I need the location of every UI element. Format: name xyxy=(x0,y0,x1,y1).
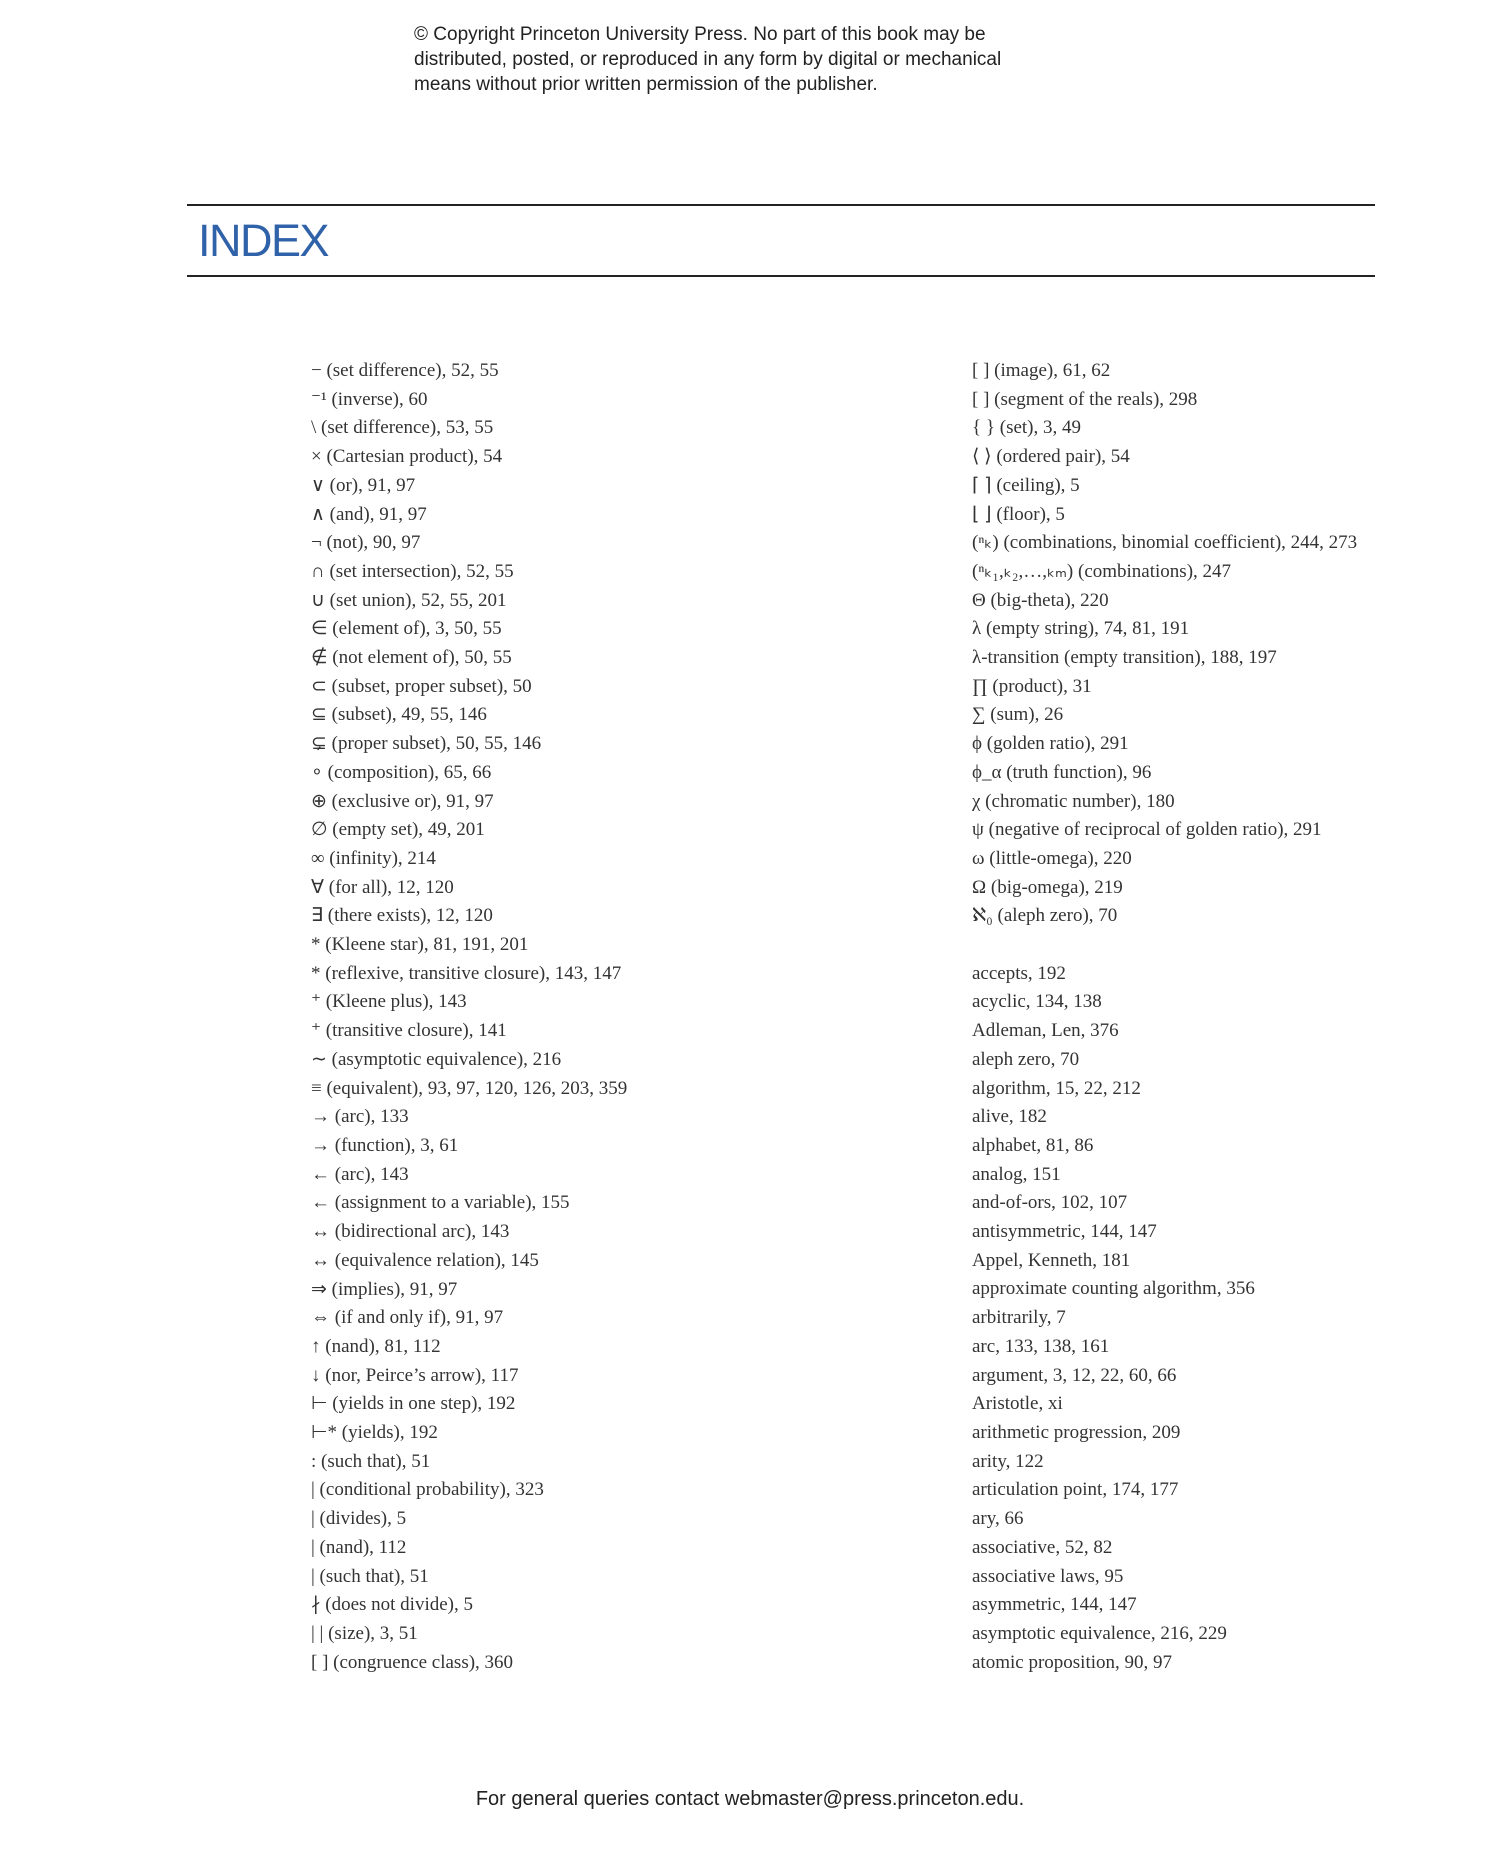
index-entry: (ⁿₖ) (combinations, binomial coefficient), 244, 273 xyxy=(972,532,1358,554)
index-entry: ∈ (element of), 3, 50, 55 xyxy=(311,618,502,640)
index-entry: { } (set), 3, 49 xyxy=(972,417,1081,439)
index-entry: ∀ (for all), 12, 120 xyxy=(311,876,454,898)
index-entry: × (Cartesian product), 54 xyxy=(311,446,503,468)
index-entry: ← (arc), 143 xyxy=(311,1163,409,1185)
index-entry: \ (set difference), 53, 55 xyxy=(311,417,494,439)
index-entry: ω (little-omega), 220 xyxy=(972,847,1132,869)
index-entry: → (function), 3, 61 xyxy=(311,1134,459,1156)
index-entry: [ ] (image), 61, 62 xyxy=(972,360,1111,381)
index-entry: | (nand), 112 xyxy=(311,1536,407,1558)
index-entry: | (conditional probability), 323 xyxy=(311,1479,544,1501)
index-entry: ∩ (set intersection), 52, 55 xyxy=(311,560,514,582)
index-entry: acyclic, 134, 138 xyxy=(972,991,1102,1013)
copyright-line: © Copyright Princeton University Press. No part of this book may be xyxy=(414,24,986,45)
index-entry: approximate counting algorithm, 356 xyxy=(972,1278,1255,1300)
index-entry: associative laws, 95 xyxy=(972,1565,1124,1587)
index-entry: ∑ (sum), 26 xyxy=(972,704,1064,726)
index-entry: accepts, 192 xyxy=(972,962,1066,984)
copyright-notice xyxy=(414,22,1094,97)
index-entry: ∪ (set union), 52, 55, 201 xyxy=(311,589,507,611)
index-entry: Ω (big-omega), 219 xyxy=(972,876,1123,898)
index-entry: χ (chromatic number), 180 xyxy=(972,790,1175,812)
column-spacer xyxy=(972,931,1392,960)
index-column-right xyxy=(972,357,1392,1677)
index-entry: arithmetic progression, 209 xyxy=(972,1422,1181,1443)
index-entry: ↓ (nor, Peirce’s arrow), 117 xyxy=(311,1364,519,1386)
index-entry: ∅ (empty set), 49, 201 xyxy=(311,819,485,841)
index-entry: ¬ (not), 90, 97 xyxy=(311,532,421,554)
index-entry: asymptotic equivalence, 216, 229 xyxy=(972,1622,1227,1644)
index-entry: ⟨ ⟩ (ordered pair), 54 xyxy=(972,446,1130,468)
index-entry: ∘ (composition), 65, 66 xyxy=(311,761,492,783)
index-entry: atomic proposition, 90, 97 xyxy=(972,1651,1173,1673)
index-entry: ⊂ (subset, proper subset), 50 xyxy=(311,675,532,697)
index-entry: ↔ (equivalence relation), 145 xyxy=(311,1249,539,1271)
index-entry: [ ] (congruence class), 360 xyxy=(311,1651,514,1673)
index-entry: (ⁿₖ₁,ₖ₂,…,ₖₘ) (combinations), 247 xyxy=(972,560,1232,582)
index-entry: : (such that), 51 xyxy=(311,1450,431,1472)
index-entry: argument, 3, 12, 22, 60, 66 xyxy=(972,1364,1177,1386)
index-entry: algorithm, 15, 22, 212 xyxy=(972,1077,1141,1099)
title-rule-bottom xyxy=(187,275,1375,277)
index-entry: Θ (big-theta), 220 xyxy=(972,589,1109,611)
index-entry: associative, 52, 82 xyxy=(972,1536,1113,1558)
index-entry: λ-transition (empty transition), 188, 197 xyxy=(972,647,1277,669)
index-entry: | | (size), 3, 51 xyxy=(311,1622,418,1644)
index-entry: ϕ (golden ratio), 291 xyxy=(972,733,1129,755)
index-entry: arc, 133, 138, 161 xyxy=(972,1335,1110,1357)
copyright-line: means without prior written permission of the publisher. xyxy=(414,74,878,95)
index-entry: ∏ (product), 31 xyxy=(972,675,1092,697)
index-entry: | (such that), 51 xyxy=(311,1565,429,1587)
index-entry: ⊢ (yields in one step), 192 xyxy=(311,1393,516,1415)
index-entry: aleph zero, 70 xyxy=(972,1048,1080,1070)
index-entry: antisymmetric, 144, 147 xyxy=(972,1221,1157,1243)
index-entry: ϕ_α (truth function), 96 xyxy=(972,761,1152,783)
index-entry: ⊊ (proper subset), 50, 55, 146 xyxy=(311,733,542,755)
index-entry: → (arc), 133 xyxy=(311,1106,409,1128)
index-entry: ∃ (there exists), 12, 120 xyxy=(311,905,493,927)
index-entry: [ ] (segment of the reals), 298 xyxy=(972,388,1198,410)
index-entry: alphabet, 81, 86 xyxy=(972,1134,1094,1156)
index-entry: ⁻¹ (inverse), 60 xyxy=(311,388,428,410)
index-entry: ↔ (bidirectional arc), 143 xyxy=(311,1221,510,1243)
index-entry: ⇔ (if and only if), 91, 97 xyxy=(311,1307,504,1329)
index-entry: λ (empty string), 74, 81, 191 xyxy=(972,618,1190,640)
index-entry: ary, 66 xyxy=(972,1508,1024,1530)
index-entry: ∧ (and), 91, 97 xyxy=(311,503,427,525)
index-entry: * (reflexive, transitive closure), 143, 147 xyxy=(311,962,622,984)
index-entry: Appel, Kenneth, 181 xyxy=(972,1249,1131,1271)
index-entry: ∉ (not element of), 50, 55 xyxy=(311,647,512,669)
footer-contact: For general queries contact webmaster@press.princeton.edu. xyxy=(475,1788,1025,1810)
index-entry: * (Kleene star), 81, 191, 201 xyxy=(311,934,529,956)
index-entry: analog, 151 xyxy=(972,1163,1061,1185)
index-entry: ⊢* (yields), 192 xyxy=(311,1422,438,1444)
index-entry: arbitrarily, 7 xyxy=(972,1307,1066,1329)
copyright-line: distributed, posted, or reproduced in any form by digital or mechanical xyxy=(414,49,1002,70)
index-entry: ⁺ (transitive closure), 141 xyxy=(311,1020,507,1042)
index-entry: ⊕ (exclusive or), 91, 97 xyxy=(311,790,494,812)
index-entry: ≡ (equivalent), 93, 97, 120, 126, 203, 359 xyxy=(311,1077,628,1099)
index-entry: ← (assignment to a variable), 155 xyxy=(311,1192,570,1214)
index-entry: asymmetric, 144, 147 xyxy=(972,1594,1137,1616)
index-entry: Aristotle, xi xyxy=(972,1393,1063,1415)
index-entry: ∨ (or), 91, 97 xyxy=(311,474,416,496)
index-entry: ∞ (infinity), 214 xyxy=(311,847,436,869)
index-entry: articulation point, 174, 177 xyxy=(972,1479,1179,1501)
index-entry: ⁺ (Kleene plus), 143 xyxy=(311,991,467,1013)
index-entry: − (set difference), 52, 55 xyxy=(311,360,499,381)
index-column-left xyxy=(311,357,871,1677)
index-entry: ∤ (does not divide), 5 xyxy=(311,1594,474,1616)
index-entry: arity, 122 xyxy=(972,1450,1044,1472)
index-entry: ⌊ ⌋ (floor), 5 xyxy=(972,503,1065,525)
index-entry: ⊆ (subset), 49, 55, 146 xyxy=(311,704,487,726)
index-entry: | (divides), 5 xyxy=(311,1508,407,1530)
index-entry: ↑ (nand), 81, 112 xyxy=(311,1335,441,1357)
index-entry: and-of-ors, 102, 107 xyxy=(972,1192,1128,1214)
index-entry: ⇒ (implies), 91, 97 xyxy=(311,1278,458,1300)
index-entry: ⌈ ⌉ (ceiling), 5 xyxy=(972,474,1080,496)
index-entry: alive, 182 xyxy=(972,1106,1047,1128)
page-title: INDEX xyxy=(198,215,329,266)
title-rule-top xyxy=(187,204,1375,206)
index-entry: ℵ₀ (aleph zero), 70 xyxy=(972,905,1118,927)
index-entry: Adleman, Len, 376 xyxy=(972,1020,1119,1042)
index-entry: ψ (negative of reciprocal of golden ratio), 291 xyxy=(972,819,1322,841)
index-entry: ∼ (asymptotic equivalence), 216 xyxy=(311,1048,562,1070)
